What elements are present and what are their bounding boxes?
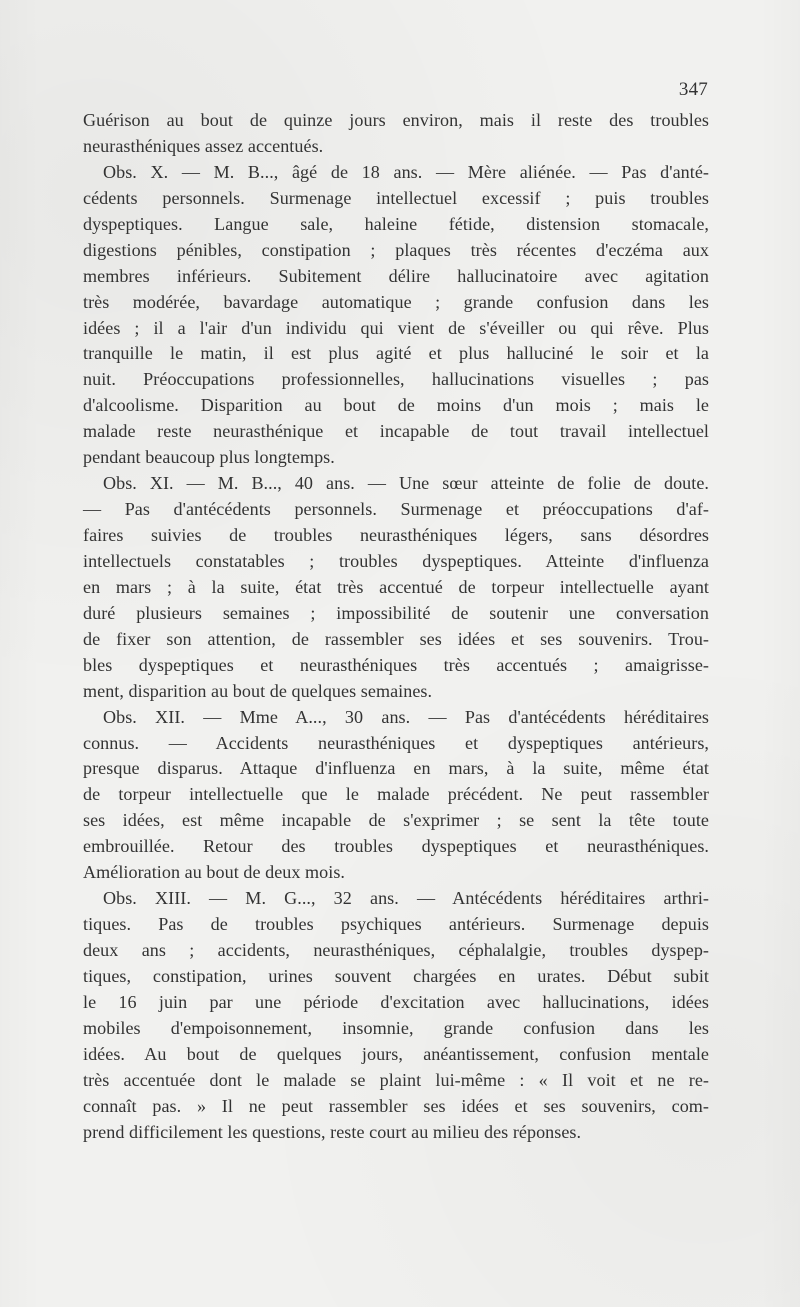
observation-line: Obs. XI. — M. B..., 40 ans. — Une sœur atteinte de folie de doute. [103, 473, 709, 494]
text-line: ment, disparition au bout de quelques semaines. [83, 680, 433, 701]
body-text [83, 108, 709, 1146]
text-line: dyspeptiques. Langue sale, haleine fétide, distension stomacale, [83, 213, 709, 234]
text-line: mobiles d'empoisonnement, insomnie, grande confusion dans les [83, 1017, 709, 1038]
text-line: très accentuée dont le malade se plaint lui-même : « Il voit et ne re- [83, 1069, 709, 1090]
text-line: idées ; il a l'air d'un individu qui vient de s'éveiller ou qui rêve. Plus [83, 317, 709, 338]
text-line: tranquille le matin, il est plus agité et plus halluciné le soir et la [83, 343, 709, 364]
observation-line: Obs. X. — M. B..., âgé de 18 ans. — Mère aliénée. — Pas d'anté- [103, 161, 709, 182]
text-line: Amélioration au bout de deux mois. [83, 862, 346, 883]
text-line: tiques. Pas de troubles psychiques antérieurs. Surmenage depuis [83, 914, 709, 935]
text-line: embrouillée. Retour des troubles dyspeptiques et neurasthéniques. [83, 836, 709, 857]
text-line: pendant beaucoup plus longtemps. [83, 447, 335, 468]
text-line: cédents personnels. Surmenage intellectuel excessif ; puis troubles [83, 187, 709, 208]
text-line: connus. — Accidents neurasthéniques et dyspeptiques antérieurs, [83, 732, 709, 753]
text-line: de fixer son attention, de rassembler ses idées et ses souvenirs. Trou- [83, 628, 709, 649]
text-line: duré plusieurs semaines ; impossibilité de soutenir une conversation [83, 602, 709, 623]
text-line: en mars ; à la suite, état très accentué de torpeur intellectuelle ayant [83, 576, 709, 597]
observation-line: Obs. XII. — Mme A..., 30 ans. — Pas d'antécédents héréditaires [103, 706, 709, 727]
text-line: neurasthéniques assez accentués. [83, 135, 324, 156]
text-line: d'alcoolisme. Disparition au bout de moins d'un mois ; mais le [83, 395, 709, 416]
text-line: presque disparus. Attaque d'influenza en mars, à la suite, même état [83, 758, 709, 779]
text-line: connaît pas. » Il ne peut rassembler ses idées et ses souvenirs, com- [83, 1095, 709, 1116]
text-line: faires suivies de troubles neurasthéniques légers, sans désordres [83, 525, 709, 545]
text-line: prend difficilement les questions, reste court au milieu des réponses. [83, 1121, 582, 1142]
text-line: malade reste neurasthénique et incapable de tout travail intellectuel [83, 421, 709, 442]
text-line: ses idées, est même incapable de s'exprimer ; se sent la tête toute [83, 810, 709, 831]
text-line: idées. Au bout de quelques jours, anéantissement, confusion mentale [83, 1043, 709, 1064]
text-line: le 16 juin par une période d'excitation avec hallucinations, idées [83, 991, 709, 1012]
text-line: tiques, constipation, urines souvent chargées en urates. Début subit [83, 965, 709, 986]
page-number: 347 [678, 79, 708, 100]
text-line: — Pas d'antécédents personnels. Surmenage et préoccupations d'af- [83, 499, 709, 520]
text-line: bles dyspeptiques et neurasthéniques très accentués ; amaigrisse- [83, 654, 709, 675]
text-line: digestions pénibles, constipation ; plaques très récentes d'eczéma aux [83, 239, 709, 260]
text-line: intellectuels constatables ; troubles dyspeptiques. Atteinte d'influenza [83, 550, 709, 571]
observation-line: Obs. XIII. — M. G..., 32 ans. — Antécédents héréditaires arthri- [103, 888, 709, 909]
text-line: de torpeur intellectuelle que le malade précédent. Ne peut rassembler [83, 784, 709, 805]
text-line: nuit. Préoccupations professionnelles, hallucinations visuelles ; pas [83, 369, 709, 390]
text-line: très modérée, bavardage automatique ; grande confusion dans les [83, 291, 709, 312]
text-line: Guérison au bout de quinze jours environ, mais il reste des troubles [83, 110, 709, 130]
text-line: membres inférieurs. Subitement délire hallucinatoire avec agitation [83, 265, 709, 286]
text-line: deux ans ; accidents, neurasthéniques, céphalalgie, troubles dyspep- [83, 940, 709, 960]
